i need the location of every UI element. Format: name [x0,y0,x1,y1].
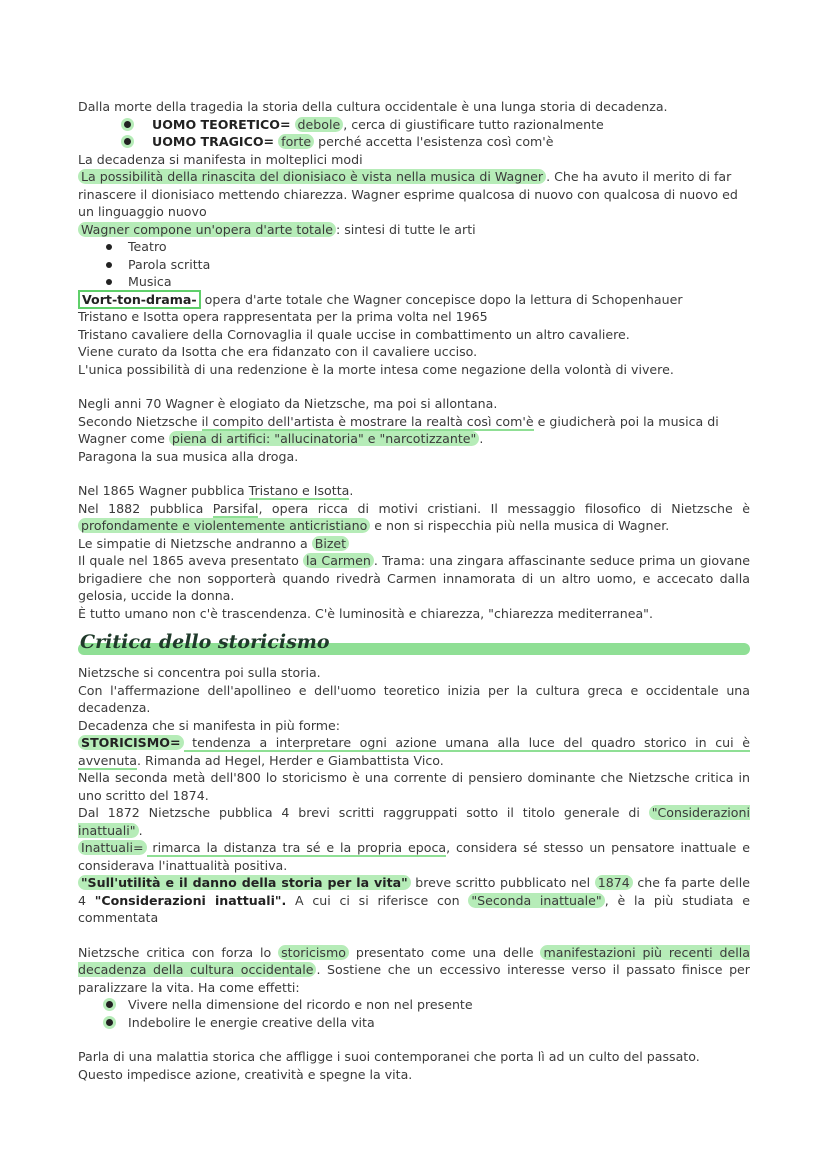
paragraph: La decadenza si manifesta in molteplici modi [78,151,363,167]
paragraph: Tristano cavaliere della Cornovaglia il quale uccise in combattimento un altro cavaliere. [78,326,630,342]
paragraph: Il quale nel 1865 aveva presentato la Carmen . Trama: una zingara affascinante seduce prima un giovane brigadiere che non sopporterà quando rivedrà Carmen innamorata di un altro uomo, e accecato dalla gelosia, uccide la donna. [78,553,750,603]
paragraph: Vort-ton-drama- opera d'arte totale che Wagner concepisce dopo la lettura di Schopenhauer [78,291,750,309]
paragraph: Parla di una malattia storica che affligge i suoi contemporanei che porta lì ad un culto del passato. [78,1049,700,1064]
paragraph: Con l'affermazione dell'apollineo e dell'uomo teoretico inizia per la cultura greca e occidentale una decadenza. [78,682,750,715]
paragraph: Nietzsche si concentra poi sulla storia. [78,665,321,680]
list-item: Teatro [106,238,750,256]
list-item: UOMO TEORETICO= debole , cerca di giustificare tutto razionalmente [122,116,750,134]
notes-page [78,98,750,1083]
section-heading [78,631,750,660]
paragraph: Tristano e Isotta opera rappresentata per la prima volta nel 1965 [78,309,488,324]
paragraph: Viene curato da Isotta che era fidanzato con il cavaliere ucciso. [78,344,478,359]
paragraph: Nella seconda metà dell'800 lo storicismo è una corrente di pensiero dominante che Nietzsche critica in uno scritto del 1874. [78,770,750,803]
paragraph: L'unica possibilità di una redenzione è la morte intesa come negazione della volontà di vivere. [78,361,674,377]
list-item: UOMO TRAGICO= forte perché accetta l'esistenza così com'è [122,133,750,151]
paragraph: Le simpatie di Nietzsche andranno a Bizet [78,535,750,553]
paragraph: Dal 1872 Nietzsche pubblica 4 brevi scritti raggruppati sotto il titolo generale di "Considerazioni inattuali" . [78,805,750,838]
paragraph: Inattuali= rimarca la distanza tra sé e la propria epoca, considera sé stesso un pensatore inattuale e considerava l'inattualità positiva. [78,840,750,873]
paragraph: Nel 1882 pubblica Parsifal, opera ricca di motivi cristiani. Il messaggio filosofico di Nietzsche è profondamente e violentemente anticristiano e non si rispecchia più nella musica di Wagner. [78,500,750,533]
paragraph: STORICISMO= tendenza a interpretare ogni azione umana alla luce del quadro storico in cui è avvenuta. Rimanda ad Hegel, Herder e Giambattista Vico. [78,735,750,768]
paragraph: La possibilità della rinascita del dionisiaco è vista nella musica di Wagner . Che ha avuto il merito di far rinascere il dionisiaco mettendo chiarezza. Wagner esprime qualcosa di nuovo con qualcosa di nuovo ed un linguaggio nuovo [78,169,738,219]
list-item: Musica [106,273,750,291]
paragraph: Secondo Nietzsche il compito dell'artista è mostrare la realtà così com'è e giudicherà poi la musica di Wagner come piena di artifici: "allucinatoria" e "narcotizzante" . [78,413,719,446]
paragraph: Decadenza che si manifesta in più forme: [78,717,341,733]
paragraph: Questo impedisce azione, creatività e spegne la vita. [78,1066,413,1082]
paragraph: Wagner compone un'opera d'arte totale : sintesi di tutte le arti [78,221,750,239]
effects-list [78,996,750,1031]
intro-line: Dalla morte della tragedia la storia della cultura occidentale è una lunga storia di decadenza. [78,99,668,114]
list-item: Indebolire le energie creative della vita [104,1014,750,1032]
man-types-list [78,116,750,151]
list-item: Vivere nella dimensione del ricordo e non nel presente [104,996,750,1014]
paragraph: Negli anni 70 Wagner è elogiato da Nietzsche, ma poi si allontana. [78,396,498,411]
paragraph: È tutto umano non c'è trascendenza. C'è luminosità e chiarezza, "chiarezza mediterranea". [78,605,653,621]
paragraph: Nietzsche critica con forza lo storicismo presentato come una delle manifestazioni più recenti della decadenza della cultura occidentale . Sostiene che un eccessivo interesse verso il passato finisce per paralizzare la vita. Ha come effetti: [78,944,750,995]
arts-list [78,238,750,291]
list-item: Parola scritta [106,256,750,274]
paragraph: "Sull'utilità e il danno della storia per la vita" breve scritto pubblicato nel 1874 che fa parte delle 4 "Considerazioni inattuali". A cui ci si riferisce con "Seconda inattuale" , è la più studiata e commentata [78,875,750,925]
paragraph: Paragona la sua musica alla droga. [78,448,299,464]
paragraph: Nel 1865 Wagner pubblica Tristano e Isotta. [78,483,354,498]
heading-text: Critica dello storicismo [80,631,330,653]
